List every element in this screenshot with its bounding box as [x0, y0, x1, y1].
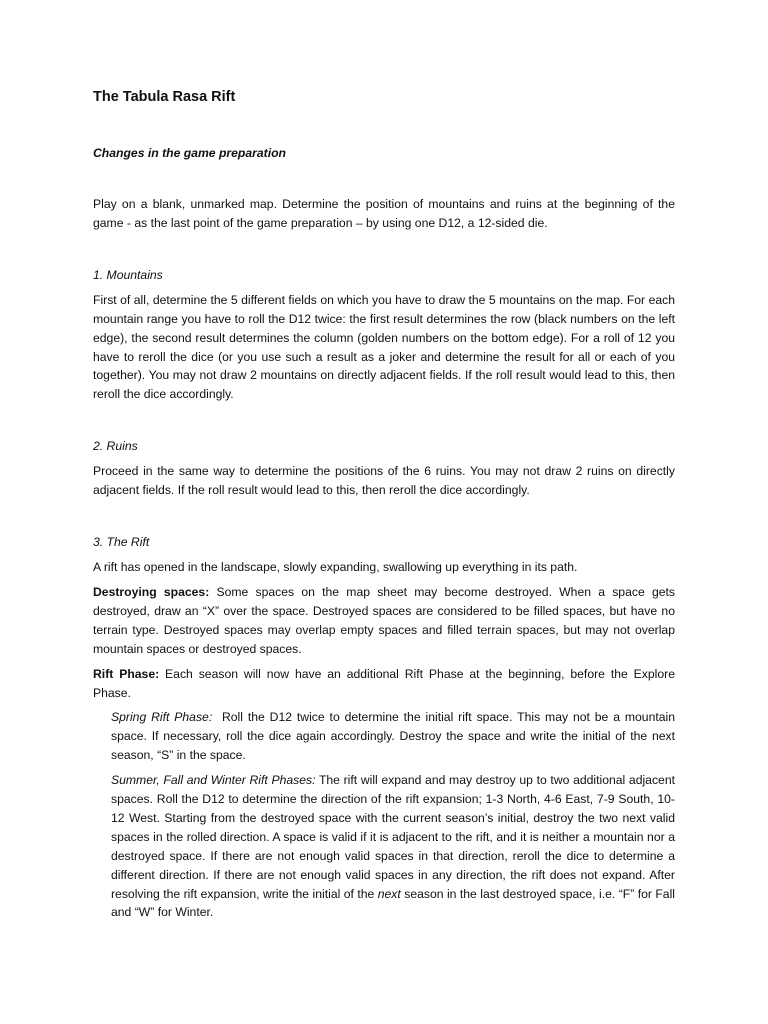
rift-phase-paragraph [93, 665, 675, 703]
document-page [93, 86, 675, 922]
document-title: The Tabula Rasa Rift [93, 89, 236, 105]
later-rift-text: The rift will expand and may destroy up to two additional adjacent spaces. Roll the D12 to determine the direction of the rift expansion; 1-3 North, 4-6 East, 7-9 South, 10-12 West. Starting from the destroyed space with the current season’s initial, destroy the two next valid spaces in the rolled direction. A space is valid if it is adjacent to the rift, and it is neither a mountain nor a destroyed space. If there are not enough valid spaces in that direction, reroll the dice to determine a different direction. If there are not enough valid spaces in any direction, the rift does not expand. After resolving the rift expansion, write the initial of the [111, 773, 675, 901]
rift-phase-text: Each season will now have an additional Rift Phase at the beginning, before the Explore Phase. [93, 666, 675, 700]
document-subtitle: Changes in the game preparation [93, 146, 287, 160]
rift-heading: 3. The Rift [93, 535, 150, 550]
mountains-heading: 1. Mountains [93, 267, 163, 282]
destroying-spaces-paragraph [93, 583, 675, 659]
destroying-spaces-label: Destroying spaces: [93, 584, 210, 599]
destroying-spaces-text: Some spaces on the map sheet may become destroyed. When a space gets destroyed, draw an “X” over the space. Destroyed spaces are considered to be filled spaces, but have no terrain type. Destroyed spaces may overlap empty spaces and filled terrain spaces, but may not overlap mountain spaces or destroyed spaces. [93, 584, 675, 656]
later-rift-end: season in the last destroyed space, i.e. “F” for Fall and “W” for Winter. [111, 886, 675, 920]
intro-paragraph: Play on a blank, unmarked map. Determine the position of mountains and ruins at the beginning of the game - as the last point of the game preparation – by using one D12, a 12-sided die. [93, 197, 675, 230]
later-rift-label: Summer, Fall and Winter Rift Phases: [111, 773, 316, 788]
spring-rift-paragraph [111, 708, 675, 765]
ruins-heading: 2. Ruins [93, 439, 138, 454]
rift-intro-paragraph: A rift has opened in the landscape, slowly expanding, swallowing up everything in its path. [93, 560, 578, 575]
rift-phase-label: Rift Phase: [93, 666, 160, 681]
spring-rift-text: Roll the D12 twice to determine the initial rift space. This may not be a mountain space. If necessary, roll the dice again accordingly. Destroy the space and write the initial of the next season, “S” in the space. [111, 710, 675, 763]
later-rift-paragraph [111, 771, 675, 922]
spring-rift-label: Spring Rift Phase: [111, 710, 213, 725]
mountains-paragraph: First of all, determine the 5 different fields on which you have to draw the 5 mountains on the map. For each mountain range you have to roll the D12 twice: the first result determines the row (black numbers on the left edge), the second result determines the column (golden numbers on the bottom edge). For a roll of 12 you have to reroll the dice (or you use such a result as a joker and determine the result for all or each of you together). You may not draw 2 mountains on directly adjacent fields. If the roll result would lead to this, then reroll the dice accordingly. [93, 292, 675, 402]
later-rift-next: next [377, 886, 401, 901]
ruins-paragraph: Proceed in the same way to determine the positions of the 6 ruins. You may not draw 2 ruins on directly adjacent fields. If the roll result would lead to this, then reroll the dice accordingly. [93, 464, 675, 498]
